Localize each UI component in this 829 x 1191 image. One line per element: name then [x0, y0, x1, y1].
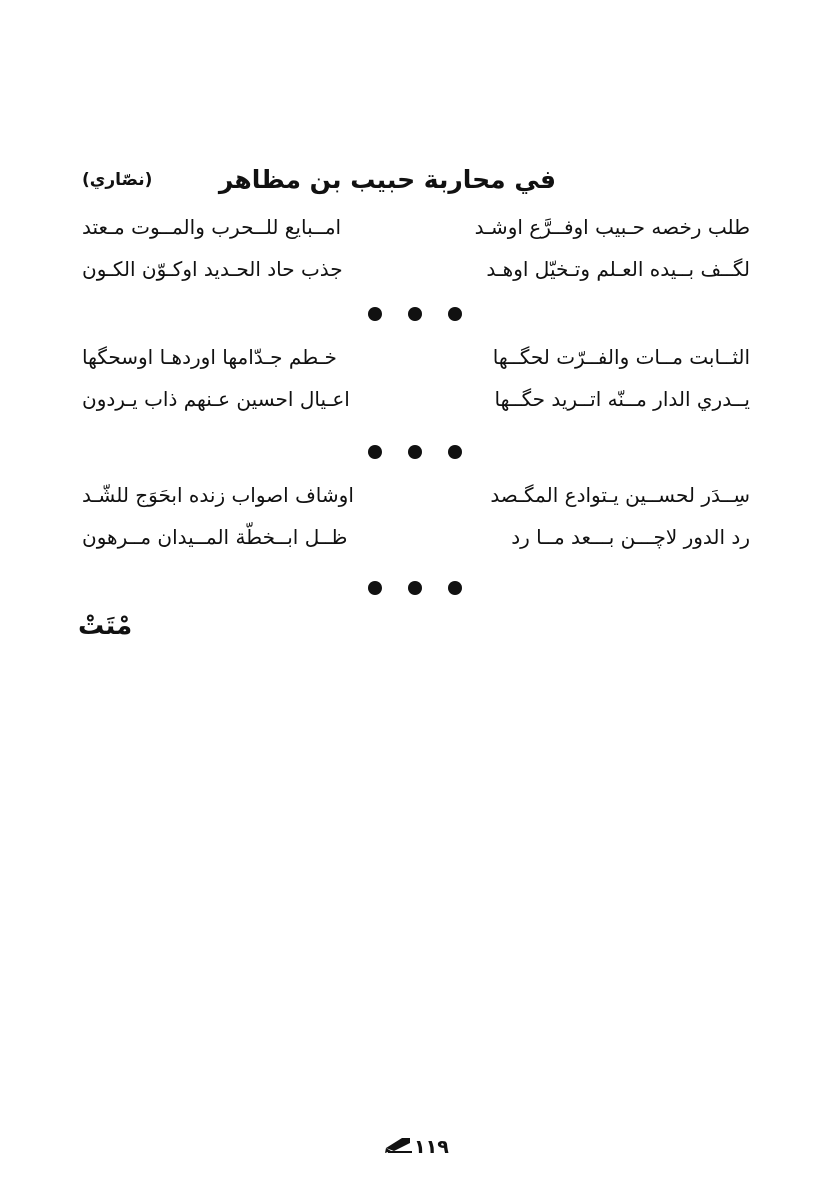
stanza-2: [82, 336, 750, 420]
dot-icon: [368, 307, 382, 321]
dot-icon: [448, 307, 462, 321]
dot-icon: [408, 445, 422, 459]
verse-line: [82, 474, 750, 516]
verse-line: [82, 516, 750, 558]
dot-icon: [368, 581, 382, 595]
dot-icon: [408, 581, 422, 595]
page-number-footer: [382, 1130, 449, 1164]
first-hemistich: الثــابت مــات والفــرّت لحگــها: [492, 345, 750, 369]
first-hemistich: يــدري الدار مــنّه اتــريد حگــها: [494, 387, 750, 411]
poem-meter: (نصّاري): [82, 170, 153, 190]
stanza-separator: [360, 578, 470, 598]
first-hemistich: سِــدَر لحســين يـتوادع المگـصد: [490, 483, 750, 507]
dot-icon: [448, 581, 462, 595]
stanza-1: [82, 206, 750, 290]
second-hemistich: اوشاف اصواب زنده ابحَوَج للشّـد: [82, 483, 354, 507]
second-hemistich: جذب حاد الحـديد اوكـوّن الكـون: [82, 257, 343, 281]
verse-line: [82, 206, 750, 248]
second-hemistich: امــبايع للــحرب والمــوت مـعتد: [82, 215, 342, 239]
second-hemistich: اعـيال احسين عـنهم ذاب يـردون: [82, 387, 350, 411]
stanza-separator: [360, 304, 470, 324]
page-number: ١١٩: [414, 1136, 449, 1158]
dot-icon: [408, 307, 422, 321]
dot-icon: [368, 445, 382, 459]
verse-line: [82, 336, 750, 378]
pen-icon: [384, 1131, 414, 1165]
verse-line: [82, 378, 750, 420]
second-hemistich: ظــل ابــخطّة المــيدان مــرهون: [82, 525, 348, 549]
poem-header: [82, 160, 754, 206]
first-hemistich: رد الدور لاچـــن بـــعد مــا رد: [511, 525, 750, 549]
stanza-3: [82, 474, 750, 558]
dot-icon: [448, 445, 462, 459]
stanza-separator: [360, 442, 470, 462]
second-hemistich: خـطم جـدّامها اوردهـا اوسحگها: [82, 345, 337, 369]
poem-end-mark: مْتَتْ: [78, 611, 133, 641]
verse-line: [82, 248, 750, 290]
first-hemistich: طلب رخصه حـبيب اوفــرَّع اوشـد: [474, 215, 750, 239]
poem-title: في محاربة حبيب بن مظاهر: [218, 165, 556, 194]
first-hemistich: لگــف بــيده العـلم وتـخيّل اوهـد: [486, 257, 750, 281]
